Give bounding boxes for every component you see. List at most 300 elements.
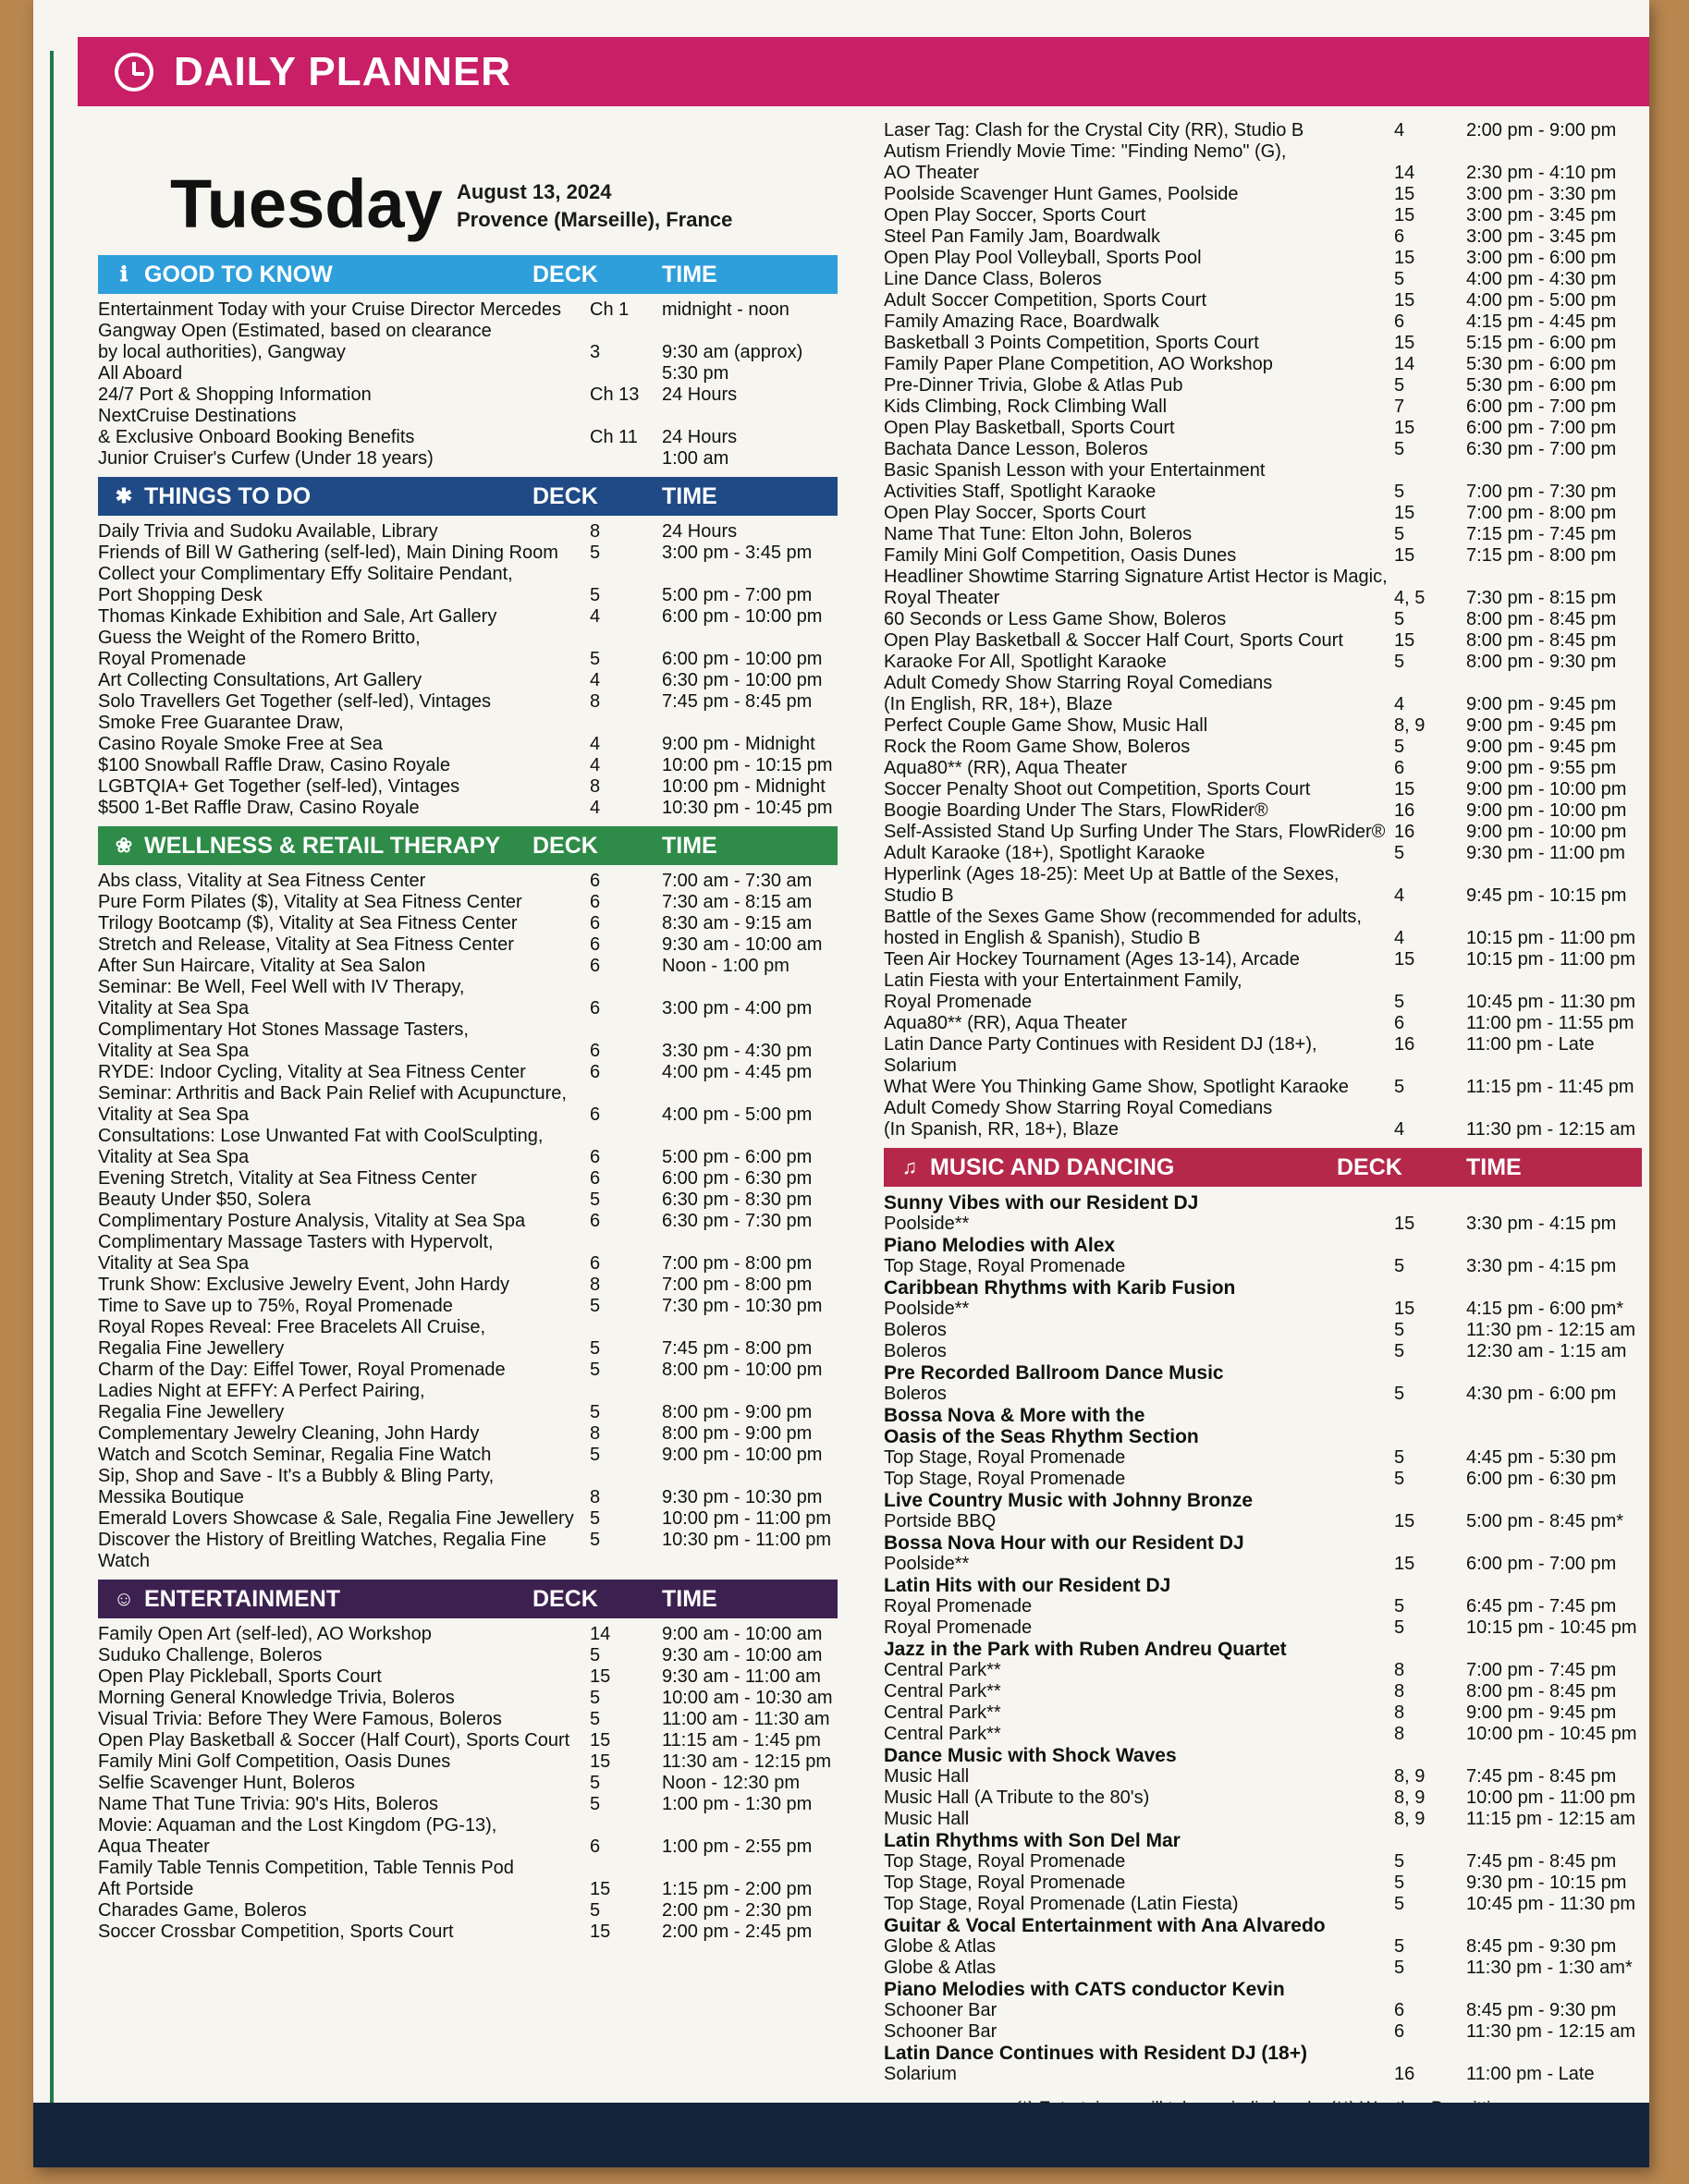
schedule-row xyxy=(884,992,1642,1013)
deck-number: 5 xyxy=(1394,843,1405,863)
event-name: Kids Climbing, Rock Climbing Wall xyxy=(884,397,1168,417)
event-name: Autism Friendly Movie Time: "Finding Nemo" (G), xyxy=(884,141,1287,162)
event-name: 24/7 Port & Shopping Information xyxy=(98,384,372,405)
event-name: Live Country Music with Johnny Bronze xyxy=(884,1490,1254,1511)
music-list xyxy=(884,1192,1642,2085)
event-time: 6:00 pm - 6:30 pm xyxy=(1466,1469,1617,1489)
event-name: Globe & Atlas xyxy=(884,1936,997,1957)
event-name: by local authorities), Gangway xyxy=(98,342,346,362)
event-name: Morning General Knowledge Trivia, Boleros xyxy=(98,1688,455,1708)
schedule-row xyxy=(98,691,838,713)
event-time: 6:00 pm - 10:00 pm xyxy=(662,649,823,669)
event-name: Portside BBQ xyxy=(884,1511,997,1531)
deck-number: 4 xyxy=(590,670,601,690)
deck-number: 4, 5 xyxy=(1394,588,1426,608)
event-name: Line Dance Class, Boleros xyxy=(884,269,1102,289)
schedule-row xyxy=(884,1511,1642,1532)
event-time: 8:00 pm - 10:00 pm xyxy=(662,1360,823,1380)
event-time: 9:30 am - 11:00 am xyxy=(662,1666,821,1687)
event-name: Royal Promenade xyxy=(884,992,1033,1012)
performer-heading xyxy=(884,1490,1642,1511)
deck-number: 6 xyxy=(590,934,601,955)
performer-heading xyxy=(884,1362,1642,1384)
deck-number xyxy=(1394,1639,1466,1660)
deck-number xyxy=(1394,1277,1466,1299)
deck-number: 5 xyxy=(590,1445,601,1465)
event-name: Family Table Tennis Competition, Table Tennis Pod xyxy=(98,1858,514,1878)
wellness-list xyxy=(98,871,838,1572)
event-name: Name That Tune: Elton John, Boleros xyxy=(884,524,1193,544)
schedule-row xyxy=(884,1256,1642,1277)
event-name: Pre Recorded Ballroom Dance Music xyxy=(884,1362,1224,1384)
schedule-row xyxy=(884,1787,1642,1809)
event-time: 5:30 pm - 6:00 pm xyxy=(1466,354,1617,374)
deck-number: 6 xyxy=(1394,1013,1405,1033)
event-name: Latin Dance Continues with Resident DJ (18+) xyxy=(884,2043,1307,2064)
things-to-do-list xyxy=(98,521,838,819)
event-time: 11:30 pm - 12:15 am xyxy=(1466,1119,1636,1140)
event-name: Adult Soccer Competition, Sports Court xyxy=(884,290,1207,311)
event-time: 7:00 pm - 7:45 pm xyxy=(1466,1660,1617,1680)
performer-heading xyxy=(884,1745,1642,1766)
event-time: 10:30 pm - 11:00 pm xyxy=(662,1530,832,1550)
deck-number: 5 xyxy=(1394,269,1405,289)
deck-number xyxy=(590,1019,662,1041)
event-name: Latin Fiesta with your Entertainment Family, xyxy=(884,970,1242,991)
event-time: 6:30 pm - 8:30 pm xyxy=(662,1190,813,1210)
event-name: Central Park** xyxy=(884,1724,1001,1744)
schedule-row xyxy=(884,503,1642,524)
deck-number: 15 xyxy=(1394,418,1415,438)
event-name: Royal Promenade xyxy=(98,649,247,669)
schedule-row xyxy=(884,545,1642,567)
event-name: All Aboard xyxy=(98,363,183,384)
schedule-row xyxy=(884,567,1642,588)
schedule-row xyxy=(98,755,838,776)
schedule-row xyxy=(98,1211,838,1232)
event-time: 3:00 pm - 3:45 pm xyxy=(662,543,813,563)
event-name: NextCruise Destinations xyxy=(98,406,297,426)
schedule-row xyxy=(884,588,1642,609)
performer-heading xyxy=(884,1532,1642,1554)
event-name: Aqua Theater xyxy=(98,1836,210,1857)
event-time: 10:45 pm - 11:30 pm xyxy=(1466,992,1636,1012)
deck-number: 5 xyxy=(590,1190,601,1210)
event-name: Royal Promenade xyxy=(884,1617,1033,1638)
event-name: Time to Save up to 75%, Royal Promenade xyxy=(98,1296,453,1316)
event-time: 3:00 pm - 3:45 pm xyxy=(1466,226,1617,247)
event-name: Top Stage, Royal Promenade xyxy=(884,1873,1126,1893)
schedule-row xyxy=(98,1530,838,1572)
performer-heading xyxy=(884,1405,1642,1426)
event-time: 9:30 am (approx) xyxy=(662,342,803,362)
event-name: Self-Assisted Stand Up Surfing Under The Stars, FlowRider® xyxy=(884,822,1386,842)
event-name: Name That Tune Trivia: 90's Hits, Boleros xyxy=(98,1794,439,1814)
event-name: & Exclusive Onboard Booking Benefits xyxy=(98,427,415,447)
event-time xyxy=(1466,1277,1642,1299)
schedule-row xyxy=(98,1730,838,1751)
schedule-row xyxy=(98,871,838,892)
schedule-row xyxy=(98,543,838,564)
event-name: $100 Snowball Raffle Draw, Casino Royale xyxy=(98,755,450,775)
event-time: 5:30 pm xyxy=(662,363,729,384)
event-time: 9:00 pm - 9:45 pm xyxy=(1466,694,1617,714)
event-name: Perfect Couple Game Show, Music Hall xyxy=(884,715,1208,736)
event-time: 11:15 pm - 12:15 am xyxy=(1466,1809,1636,1829)
event-name: Poolside** xyxy=(884,1214,970,1234)
event-time xyxy=(662,1317,838,1338)
event-name: After Sun Haircare, Vitality at Sea Salon xyxy=(98,956,426,976)
time-column-label: TIME xyxy=(662,261,717,287)
event-time: 7:45 pm - 8:00 pm xyxy=(662,1338,813,1359)
schedule-row xyxy=(98,1402,838,1423)
event-name: Adult Karaoke (18+), Spotlight Karaoke xyxy=(884,843,1206,863)
schedule-row xyxy=(884,418,1642,439)
date-text: August 13, 2024 xyxy=(457,180,612,203)
event-time xyxy=(1466,1362,1642,1384)
time-column-label: TIME xyxy=(1466,1153,1522,1180)
spa-icon: ❀ xyxy=(115,834,133,857)
schedule-row xyxy=(884,1554,1642,1575)
schedule-row xyxy=(884,1766,1642,1787)
deck-number: 7 xyxy=(1394,397,1405,417)
deck-number: 8, 9 xyxy=(1394,715,1426,736)
deck-number: 6 xyxy=(590,892,601,912)
event-time: 6:30 pm - 7:00 pm xyxy=(1466,439,1617,459)
event-time: 10:00 pm - 11:00 pm xyxy=(662,1508,832,1529)
event-time xyxy=(662,1232,838,1253)
event-name: Guitar & Vocal Entertainment with Ana Alvaredo xyxy=(884,1915,1326,1936)
schedule-row xyxy=(884,333,1642,354)
event-name: Steel Pan Family Jam, Boardwalk xyxy=(884,226,1161,247)
schedule-row xyxy=(884,737,1642,758)
schedule-row xyxy=(98,776,838,798)
time-column-label: TIME xyxy=(662,1585,717,1612)
deck-number: Ch 11 xyxy=(590,427,638,447)
event-time: 12:30 am - 1:15 am xyxy=(1466,1341,1627,1361)
deck-number xyxy=(590,448,662,470)
schedule-row xyxy=(884,758,1642,779)
event-name: Open Play Soccer, Sports Court xyxy=(884,503,1146,523)
schedule-row xyxy=(884,1034,1642,1077)
deck-number: 15 xyxy=(1394,205,1415,226)
event-name: Ladies Night at EFFY: A Perfect Pairing, xyxy=(98,1381,425,1401)
event-name: Open Play Soccer, Sports Court xyxy=(884,205,1146,226)
deck-number: 4 xyxy=(590,606,601,627)
deck-number: 6 xyxy=(590,956,601,976)
deck-number xyxy=(590,1232,662,1253)
event-time xyxy=(1466,567,1642,588)
deck-number: 8 xyxy=(1394,1681,1405,1702)
event-name: Vitality at Sea Spa xyxy=(98,1147,250,1167)
deck-number: 4 xyxy=(1394,1119,1405,1140)
schedule-row xyxy=(98,1666,838,1688)
deck-number: 5 xyxy=(1394,375,1405,396)
event-time: 8:45 pm - 9:30 pm xyxy=(1466,1936,1617,1957)
deck-number xyxy=(590,406,662,427)
schedule-row xyxy=(884,1958,1642,1979)
deck-number: 5 xyxy=(590,1338,601,1359)
event-name: Complimentary Posture Analysis, Vitality at Sea Spa xyxy=(98,1211,526,1231)
event-name: Boogie Boarding Under The Stars, FlowRider® xyxy=(884,800,1268,821)
schedule-row xyxy=(98,1773,838,1794)
deck-number: 5 xyxy=(590,585,601,605)
schedule-row xyxy=(884,1936,1642,1958)
event-time: 7:30 pm - 10:30 pm xyxy=(662,1296,823,1316)
event-name: Globe & Atlas xyxy=(884,1958,997,1978)
event-time xyxy=(662,1083,838,1104)
performer-heading xyxy=(884,1830,1642,1851)
deck-number: 5 xyxy=(1394,1447,1405,1468)
event-name: Smoke Free Guarantee Draw, xyxy=(98,713,344,733)
schedule-row xyxy=(98,1922,838,1943)
event-name: Hyperlink (Ages 18-25): Meet Up at Battle of the Sexes, xyxy=(884,864,1340,885)
deck-number xyxy=(590,977,662,998)
event-time: 9:00 pm - 9:55 pm xyxy=(1466,758,1617,778)
deck-number: 6 xyxy=(590,1253,601,1274)
deck-number xyxy=(1394,1575,1466,1596)
schedule-row xyxy=(884,2000,1642,2021)
event-name: Guess the Weight of the Romero Britto, xyxy=(98,628,421,648)
event-name: Open Play Pickleball, Sports Court xyxy=(98,1666,382,1687)
deck-number xyxy=(1394,141,1466,163)
event-name: Messika Boutique xyxy=(98,1487,244,1507)
event-time xyxy=(1466,1098,1642,1119)
event-name: Top Stage, Royal Promenade xyxy=(884,1851,1126,1872)
event-time: 9:30 am - 10:00 am xyxy=(662,934,823,955)
event-name: Seminar: Be Well, Feel Well with IV Therapy, xyxy=(98,977,465,997)
schedule-row xyxy=(884,715,1642,737)
event-name: Port Shopping Desk xyxy=(98,585,263,605)
schedule-row xyxy=(98,913,838,934)
event-time: 7:45 pm - 8:45 pm xyxy=(1466,1766,1617,1787)
event-time: 7:15 pm - 8:00 pm xyxy=(1466,545,1617,566)
location-text: Provence (Marseille), France xyxy=(457,208,733,231)
event-time: 5:00 pm - 7:00 pm xyxy=(662,585,813,605)
event-time: 11:00 pm - Late xyxy=(1466,2064,1595,2084)
event-time: 10:00 pm - 10:15 pm xyxy=(662,755,833,775)
event-time: 7:15 pm - 7:45 pm xyxy=(1466,524,1617,544)
deck-number: 6 xyxy=(590,1836,601,1857)
deck-number xyxy=(590,1381,662,1402)
deck-number: 5 xyxy=(590,1360,601,1380)
schedule-row xyxy=(884,1809,1642,1830)
info-icon: ℹ xyxy=(119,262,129,286)
deck-number: 15 xyxy=(1394,545,1415,566)
event-name: Top Stage, Royal Promenade xyxy=(884,1447,1126,1468)
event-name: Family Amazing Race, Boardwalk xyxy=(884,311,1159,332)
event-time: 6:30 pm - 7:30 pm xyxy=(662,1211,813,1231)
event-name: $500 1-Bet Raffle Draw, Casino Royale xyxy=(98,798,420,818)
event-name: Gangway Open (Estimated, based on clearance xyxy=(98,321,492,341)
event-time: 3:00 pm - 4:00 pm xyxy=(662,998,813,1019)
schedule-row xyxy=(98,1168,838,1190)
schedule-row xyxy=(884,1320,1642,1341)
deck-number xyxy=(590,564,662,585)
deck-number: 5 xyxy=(1394,609,1405,629)
event-time: 7:00 pm - 7:30 pm xyxy=(1466,482,1617,502)
deck-number: 6 xyxy=(590,1168,601,1189)
deck-number xyxy=(1394,1979,1466,2000)
schedule-row xyxy=(98,1709,838,1730)
event-name: Adult Comedy Show Starring Royal Comedians xyxy=(884,673,1273,693)
event-time: 1:00 pm - 2:55 pm xyxy=(662,1836,813,1857)
schedule-row xyxy=(98,1104,838,1126)
event-name: Solarium xyxy=(884,2064,957,2084)
event-time: 4:30 pm - 6:00 pm xyxy=(1466,1384,1617,1404)
clock-icon xyxy=(115,53,153,92)
event-name: Top Stage, Royal Promenade xyxy=(884,1256,1126,1276)
event-name: Music Hall xyxy=(884,1809,970,1829)
event-time: 3:00 pm - 6:00 pm xyxy=(1466,248,1617,268)
event-time xyxy=(662,1126,838,1147)
event-time: 9:00 pm - 9:45 pm xyxy=(1466,1702,1617,1723)
event-time: 10:00 pm - 11:00 pm xyxy=(1466,1787,1636,1808)
event-time: 7:00 pm - 8:00 pm xyxy=(1466,503,1617,523)
schedule-row xyxy=(884,248,1642,269)
schedule-row xyxy=(98,1232,838,1253)
event-name: Royal Ropes Reveal: Free Bracelets All Cruise, xyxy=(98,1317,486,1337)
schedule-row xyxy=(98,1190,838,1211)
event-time: 6:30 pm - 10:00 pm xyxy=(662,670,823,690)
event-name: Latin Hits with our Resident DJ xyxy=(884,1575,1171,1596)
event-name: Poolside** xyxy=(884,1299,970,1319)
event-time: 10:15 pm - 11:00 pm xyxy=(1466,949,1636,970)
deck-number xyxy=(590,1858,662,1879)
schedule-row xyxy=(98,977,838,998)
event-name: Poolside** xyxy=(884,1554,970,1574)
deck-number: 5 xyxy=(1394,1894,1405,1914)
event-time: 1:15 pm - 2:00 pm xyxy=(662,1879,813,1899)
deck-number xyxy=(1394,1192,1466,1214)
deck-number: 15 xyxy=(1394,248,1415,268)
deck-number: Ch 13 xyxy=(590,384,640,405)
event-name: Charades Game, Boleros xyxy=(98,1900,307,1921)
deck-number: 6 xyxy=(590,998,601,1019)
schedule-row xyxy=(98,606,838,628)
deck-number: 5 xyxy=(1394,1469,1405,1489)
schedule-row xyxy=(98,713,838,734)
event-time xyxy=(662,406,838,427)
schedule-row xyxy=(884,907,1642,928)
deck-number xyxy=(590,1466,662,1487)
event-name: Emerald Lovers Showcase & Sale, Regalia Fine Jewellery xyxy=(98,1508,574,1529)
deck-number xyxy=(1394,1235,1466,1256)
performer-heading xyxy=(884,1426,1642,1447)
schedule-row xyxy=(98,521,838,543)
schedule-row xyxy=(884,1851,1642,1873)
deck-number: 8 xyxy=(590,691,601,712)
event-name: Oasis of the Seas Rhythm Section xyxy=(884,1426,1199,1447)
deck-number: 5 xyxy=(590,1794,601,1814)
deck-number: 8 xyxy=(590,521,601,542)
schedule-row xyxy=(884,1341,1642,1362)
performer-heading xyxy=(884,2043,1642,2064)
deck-number: 4 xyxy=(1394,120,1405,140)
schedule-row xyxy=(98,1858,838,1879)
schedule-row xyxy=(98,427,838,448)
event-time: 8:00 pm - 9:00 pm xyxy=(662,1402,813,1422)
header-bar xyxy=(78,37,1649,106)
event-time xyxy=(662,977,838,998)
deck-number: 5 xyxy=(1394,737,1405,757)
event-name: Open Play Basketball & Soccer (Half Court), Sports Court xyxy=(98,1730,570,1751)
deck-number: 8, 9 xyxy=(1394,1787,1426,1808)
deck-number: 5 xyxy=(1394,1936,1405,1957)
event-name: Bossa Nova & More with the xyxy=(884,1405,1145,1426)
deck-number: 16 xyxy=(1394,2064,1415,2084)
event-time: 24 Hours xyxy=(662,521,738,542)
event-name: Suduko Challenge, Boleros xyxy=(98,1645,323,1665)
event-time: 1:00 pm - 1:30 pm xyxy=(662,1794,813,1814)
deck-number: 8, 9 xyxy=(1394,1766,1426,1787)
event-time xyxy=(1466,1915,1642,1936)
event-time xyxy=(1466,141,1642,163)
event-name: Complimentary Massage Tasters with Hypervolt, xyxy=(98,1232,494,1252)
event-name: Boleros xyxy=(884,1384,947,1404)
page-title: DAILY PLANNER xyxy=(174,48,512,94)
event-time: 11:00 am - 11:30 am xyxy=(662,1709,830,1729)
schedule-row xyxy=(98,564,838,585)
event-name: Basic Spanish Lesson with your Entertainment xyxy=(884,460,1266,481)
event-time: 11:00 pm - Late xyxy=(1466,1034,1595,1055)
deck-number: 15 xyxy=(590,1666,611,1687)
deck-number xyxy=(1394,1362,1466,1384)
schedule-row xyxy=(884,120,1642,141)
deck-number: 5 xyxy=(1394,1384,1405,1404)
event-name: Latin Rhythms with Son Del Mar xyxy=(884,1830,1181,1851)
deck-number: 15 xyxy=(1394,949,1415,970)
deck-number xyxy=(590,1083,662,1104)
schedule-row xyxy=(98,448,838,470)
event-name: Junior Cruiser's Curfew (Under 18 years) xyxy=(98,448,434,469)
event-time: 5:00 pm - 6:00 pm xyxy=(662,1147,813,1167)
schedule-row xyxy=(884,290,1642,311)
deck-number: 5 xyxy=(590,1709,601,1729)
schedule-row xyxy=(98,1083,838,1104)
event-name: Regalia Fine Jewellery xyxy=(98,1338,285,1359)
deck-number: 14 xyxy=(1394,163,1415,183)
schedule-row xyxy=(98,1253,838,1275)
event-name: Music Hall xyxy=(884,1766,970,1787)
schedule-row xyxy=(98,1423,838,1445)
left-rule xyxy=(50,51,54,2112)
deck-number: 8 xyxy=(590,1275,601,1295)
deck-number xyxy=(1394,864,1466,885)
event-time: 4:00 pm - 5:00 pm xyxy=(1466,290,1617,311)
section-title: THINGS TO DO xyxy=(144,482,312,509)
event-time xyxy=(1466,864,1642,885)
schedule-row xyxy=(98,1645,838,1666)
event-name: Sip, Shop and Save - It's a Bubbly & Bling Party, xyxy=(98,1466,495,1486)
event-time: 4:15 pm - 6:00 pm* xyxy=(1466,1299,1624,1319)
event-name: Charm of the Day: Eiffel Tower, Royal Promenade xyxy=(98,1360,506,1380)
event-name: Jazz in the Park with Ruben Andreu Quartet xyxy=(884,1639,1287,1660)
schedule-row xyxy=(98,956,838,977)
event-name: Teen Air Hockey Tournament (Ages 13-14), Arcade xyxy=(884,949,1300,970)
event-time: 6:00 pm - 7:00 pm xyxy=(1466,1554,1617,1574)
schedule-row xyxy=(884,184,1642,205)
footer-bar xyxy=(33,2103,1649,2167)
schedule-row xyxy=(98,1147,838,1168)
deck-number: 5 xyxy=(590,543,601,563)
deck-number: 6 xyxy=(1394,311,1405,332)
deck-number: 5 xyxy=(1394,1851,1405,1872)
event-time: 8:45 pm - 9:30 pm xyxy=(1466,2000,1617,2020)
deck-number: 4 xyxy=(590,734,601,754)
deck-number: 15 xyxy=(1394,779,1415,799)
event-name: hosted in English & Spanish), Studio B xyxy=(884,928,1201,948)
